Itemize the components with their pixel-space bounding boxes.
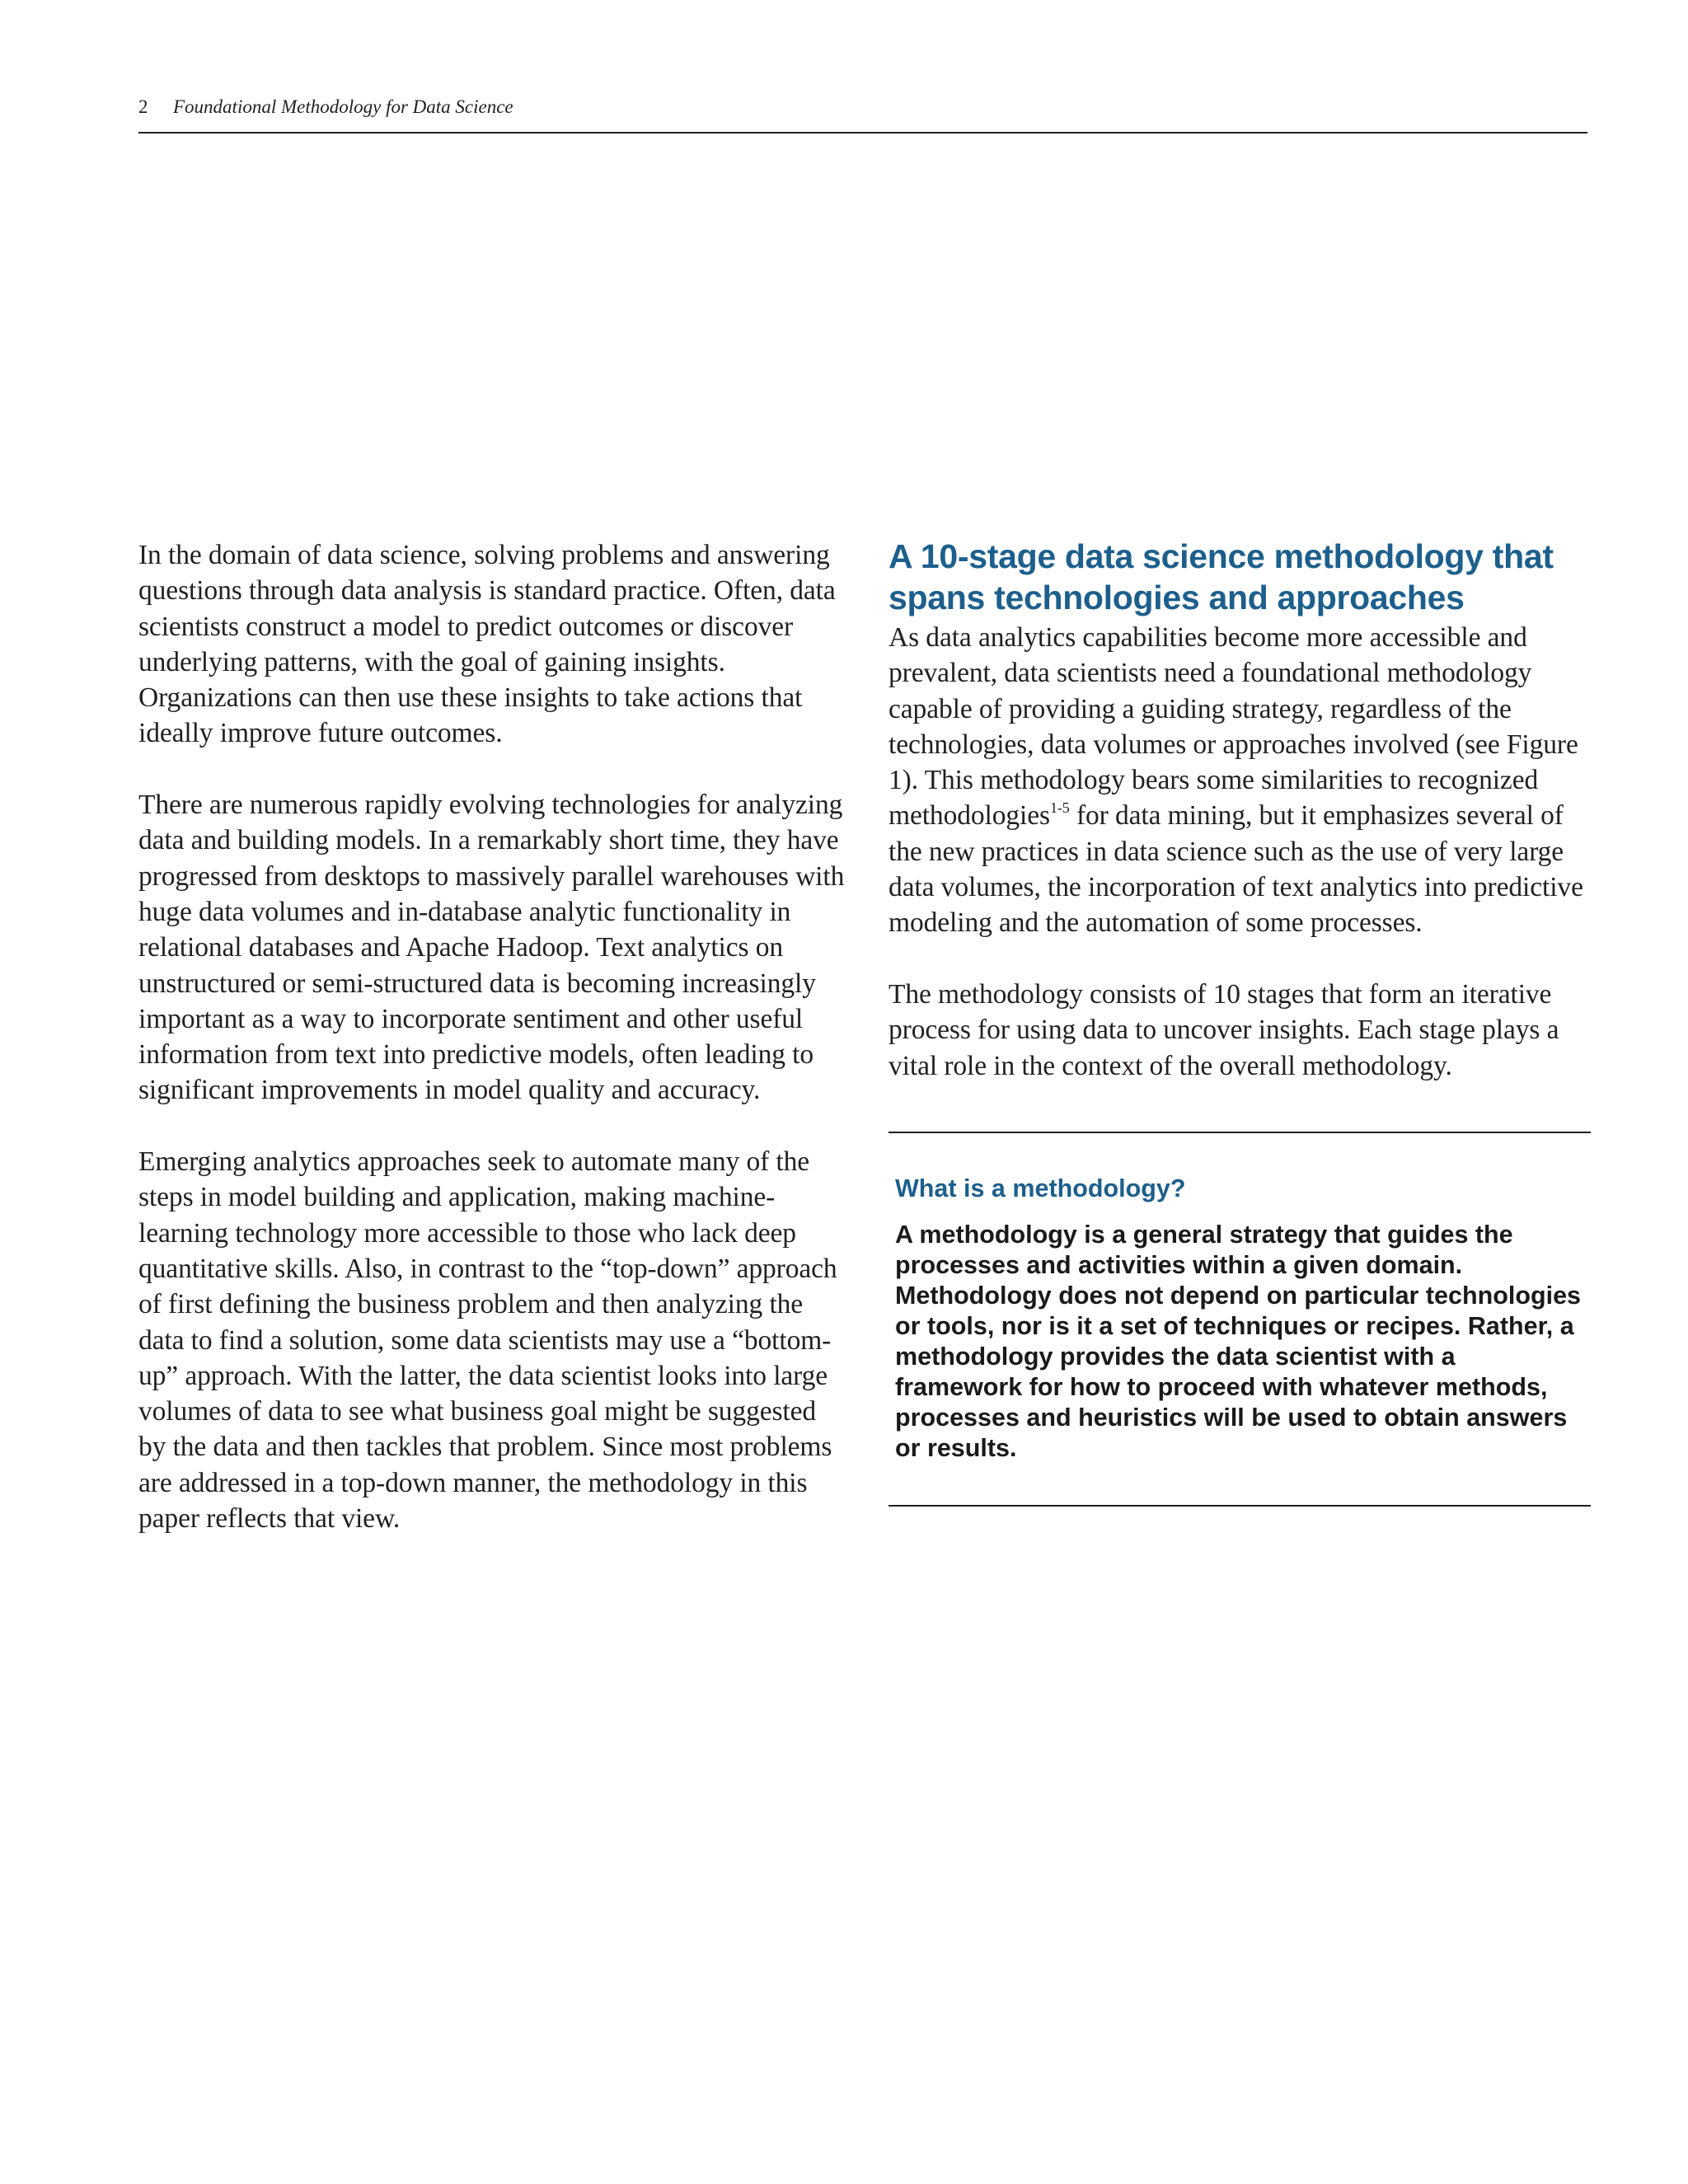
sidebar-text: A methodology is a general strategy that guides the processes and activities within a given domain. Methodology does not depend on particular technologies or tools, nor is it a set of techniques or recipes. Rather, a methodology provides the data scientist with a framework for how to proceed with whatever methods, processes and heuristics will be used to obtain answers or results.: [895, 1221, 1582, 1462]
technologies-paragraph: There are numerous rapidly evolving technologies for analyzing data and building models. In a remarkably short time, they have progressed from desktops to massively parallel warehouses with huge data volumes and in-database analytic functionality in relational databases and Apache Hadoop. Text analytics on unstructured or semi-structured data is becoming increasingly important as a way to incorporate sentiment and other useful information from text into predictive models, often leading to significant improvements in model quality and accuracy.: [138, 790, 845, 1106]
methodology-paragraph: [889, 620, 1591, 941]
sidebar-top-divider: [889, 1132, 1591, 1133]
running-header: [138, 92, 1587, 134]
methodology-paragraph-text-after: for data mining, but it emphasizes several of the new practices in data science such as the use of very large data volumes, the incorporation of text analytics into predictive modeling and the automation of some processes.: [889, 800, 1583, 939]
right-column: [889, 536, 1591, 1119]
running-title: Foundational Methodology for Data Science: [173, 96, 513, 117]
stages-paragraph: The methodology consists of 10 stages that form an iterative process for using data to uncover insights. Each stage plays a vital role in the context of the overall methodology.: [889, 978, 1559, 1081]
methodology-paragraph-text-before: As data analytics capabilities become more accessible and prevalent, data scientists need a foundational methodology capable of providing a guiding strategy, regardless of the technologies, data volumes or approaches involved (see Figure 1). This methodology bears some similarities to recognized methodologies: [889, 622, 1578, 832]
intro-paragraph: In the domain of data science, solving problems and answering questions through data analysis is standard practice. Often, data scientists construct a model to predict outcomes or discover underlying patterns, with the goal of gaining insights. Organizations can then use these insights to take actions that ideally improve future outcomes.: [138, 540, 836, 749]
footnote-reference: 1-5: [1049, 799, 1070, 817]
section-heading: A 10-stage data science methodology that spans technologies and approaches: [889, 537, 1554, 616]
sidebar-bottom-divider: [889, 1505, 1591, 1507]
approaches-paragraph: Emerging analytics approaches seek to automate many of the steps in model building and application, making machine-learning technology more accessible to those who lack deep quantitative skills. Also, in contrast to the “top-down” approach of first defining the business problem and then analyzing the data to find a solution, some data scientists may use a “bottom-up” approach. With the latter, the data scientist looks into large volumes of data to see what business goal might be suggested by the data and then tackles that problem. Since most problems are addressed in a top-down manner, the methodology in this paper reflects that view.: [138, 1146, 837, 1535]
methodology-sidebar: [895, 1172, 1587, 1464]
page-number: 2: [138, 96, 148, 117]
sidebar-title: What is a methodology?: [895, 1174, 1186, 1202]
left-column: [138, 537, 847, 1572]
